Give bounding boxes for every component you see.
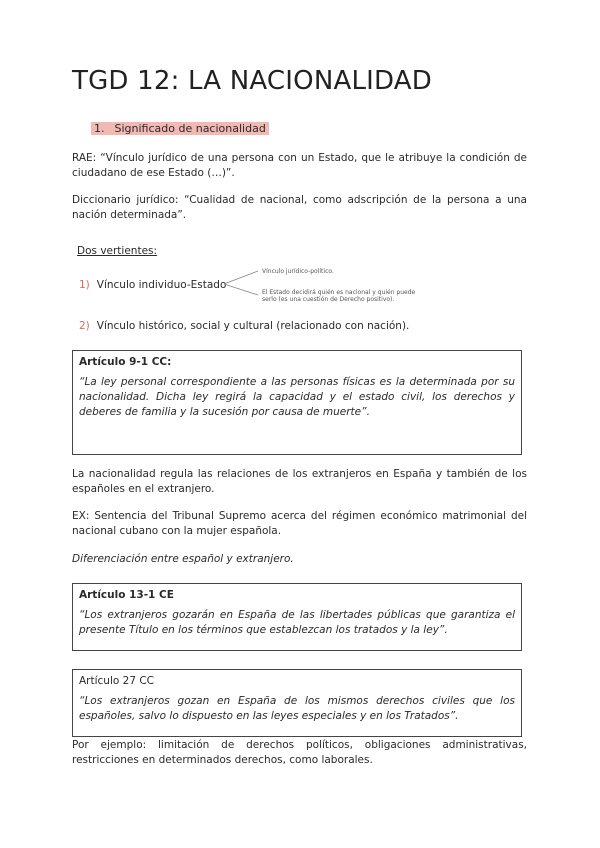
branch-lines xyxy=(222,268,260,298)
rae-definition: RAE: “Vínculo jurídico de una persona con un Estado, que le atribuye la condición de ciudadano de ese Estado (…)”. xyxy=(72,152,527,179)
article-heading: Artículo 13-1 CE xyxy=(79,589,174,601)
article-quote: “Los extranjeros gozan en España de los mismos derechos civiles que los españoles, salvo lo dispuesto en las leyes especiales y en los Tratados”. xyxy=(79,695,515,722)
article-box-9-1-cc xyxy=(72,350,522,455)
article-heading: Artículo 27 CC xyxy=(79,675,155,687)
section-highlight xyxy=(91,122,269,135)
section-title: Significado de nacionalidad xyxy=(114,122,266,135)
diccionario-definition: Diccionario jurídico: “Cualidad de nacional, como adscripción de la persona a una nación determinada”. xyxy=(72,194,527,221)
article-box-13-1-ce xyxy=(72,583,522,651)
paragraph-por-ejemplo: Por ejemplo: limitación de derechos políticos, obligaciones administrativas, restricciones en determinados derechos, como laborales. xyxy=(72,739,527,766)
section-heading xyxy=(91,122,269,135)
paragraph-regula: La nacionalidad regula las relaciones de los extranjeros en España y también de los españoles en el extranjero. xyxy=(72,468,527,495)
vertiente-item xyxy=(79,320,409,332)
vertiente-item xyxy=(79,279,226,291)
article-heading: Artículo 9-1 CC: xyxy=(79,356,172,368)
vertiente-number: 2) xyxy=(79,320,90,332)
section-number: 1. xyxy=(94,122,105,135)
branch-line-lower xyxy=(224,284,258,295)
paragraph-diferenciacion: Diferenciación entre español y extranjero. xyxy=(72,553,294,565)
vertiente-number: 1) xyxy=(79,279,90,291)
article-quote: “La ley personal correspondiente a las personas físicas es la determinada por su nacionalidad. Dicha ley regirá la capacidad y el estado civil, los derechos y deberes de familia y la sucesión por causa de muerte”. xyxy=(79,376,515,418)
branch-note-lower: El Estado decidirá quién es nacional y quién puede serlo (es una cuestión de Derecho positivo). xyxy=(262,289,416,303)
article-box-27-cc xyxy=(72,669,522,737)
vertiente-text: Vínculo individuo-Estado xyxy=(96,279,227,291)
vertiente-text: Vínculo histórico, social y cultural (relacionado con nación). xyxy=(96,320,410,332)
article-quote: “Los extranjeros gozarán en España de las libertades públicas que garantiza el presente Título en los términos que establezcan los tratados y la ley”. xyxy=(79,609,515,636)
branch-line-upper xyxy=(224,271,258,284)
vertientes-label: Dos vertientes: xyxy=(77,245,158,257)
branch-note-upper: Vínculo jurídico-político. xyxy=(262,268,334,275)
paragraph-ejemplo-sentencia: EX: Sentencia del Tribunal Supremo acerca del régimen económico matrimonial del nacional cubano con la mujer española. xyxy=(72,510,527,537)
page-title: TGD 12: LA NACIONALIDAD xyxy=(72,66,432,96)
